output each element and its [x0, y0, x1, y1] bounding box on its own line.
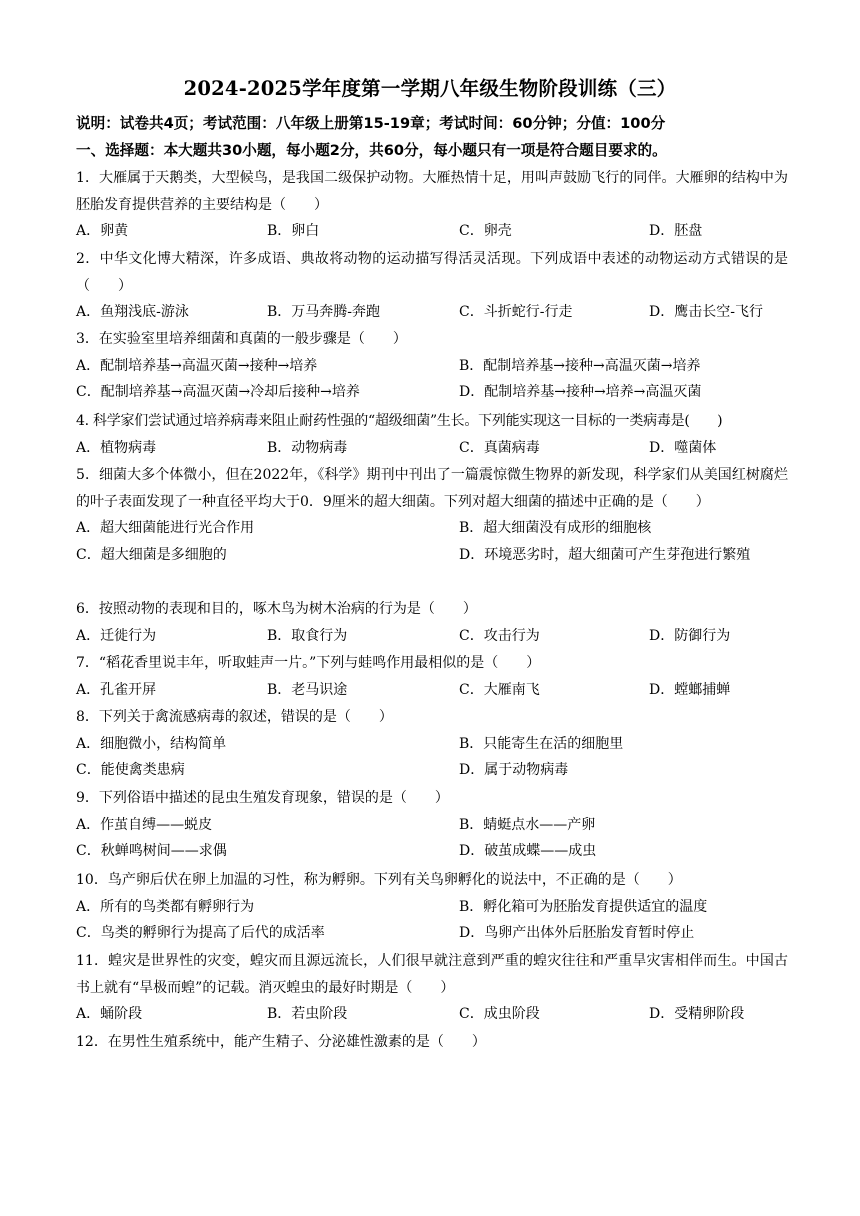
question-12	[76, 1029, 788, 1056]
option-d[interactable]: D．鹰击长空-飞行	[649, 304, 763, 320]
option-d[interactable]: D．胚盘	[649, 223, 703, 239]
question-3	[76, 326, 788, 406]
option-b[interactable]: B．配制培养基→接种→高温灭菌→培养	[459, 357, 701, 374]
option-b[interactable]: B．超大细菌没有成形的细胞核	[459, 520, 652, 536]
option-c[interactable]: C．真菌病毒	[459, 439, 540, 456]
question-9	[76, 785, 788, 865]
question-5	[76, 462, 788, 568]
option-a[interactable]: A．植物病毒	[76, 439, 157, 456]
option-b[interactable]: B．卵白	[267, 223, 320, 239]
question-stem: 12．在男性生殖系统中，能产生精子、分泌雄性激素的是（ ）	[76, 1034, 486, 1050]
option-a[interactable]: A．迁徙行为	[76, 627, 157, 644]
option-a[interactable]: A．鱼翔浅底-游泳	[76, 304, 189, 320]
option-b[interactable]: B．若虫阶段	[267, 1006, 348, 1022]
option-a[interactable]: A．孔雀开屏	[76, 681, 157, 698]
question-stem: 5．细菌大多个体微小，但在2022年，《科学》期刊中刊出了一篇震惊微生物界的新发现，科学家们从美国红树腐烂的叶子表面发现了一种直径平均大于0．9厘米的超大细菌。下列对超大细菌的描述中正确的是（ ）	[76, 467, 788, 510]
option-b[interactable]: B．蜻蜓点水——产卵	[459, 816, 596, 833]
section-heading: 一、选择题：本大题共30小题，每小题2分，共60分，每小题只有一项是符合题目要求的。	[76, 142, 667, 159]
question-stem: 6．按照动物的表现和目的，啄木鸟为树木治病的行为是（ ）	[76, 601, 477, 617]
question-2	[76, 246, 788, 326]
option-a[interactable]: A．超大细菌能进行光合作用	[76, 520, 255, 536]
question-4	[76, 408, 788, 461]
exam-instructions: 说明：试卷共4页；考试范围：八年级上册第15-19章；考试时间：60分钟；分值：100分	[76, 115, 666, 132]
question-stem: 10．鸟产卵后伏在卵上加温的习性，称为孵卵。下列有关鸟卵孵化的说法中，不正确的是（ ）	[76, 872, 682, 888]
option-a[interactable]: A．作茧自缚——蜕皮	[76, 816, 213, 833]
question-6	[76, 596, 788, 649]
option-b[interactable]: B．老马识途	[267, 681, 348, 698]
option-c[interactable]: C．斗折蛇行-行走	[459, 304, 573, 320]
option-d[interactable]: D．防御行为	[649, 627, 731, 644]
question-10	[76, 867, 788, 947]
option-c[interactable]: C．鸟类的孵卵行为提高了后代的成活率	[76, 925, 325, 941]
option-c[interactable]: C．秋蝉鸣树间——求偶	[76, 843, 227, 859]
option-c[interactable]: C．攻击行为	[459, 627, 540, 644]
option-c[interactable]: C．卵壳	[459, 223, 512, 239]
option-c[interactable]: C．能使禽类患病	[76, 762, 185, 778]
question-stem: 9．下列俗语中描述的昆虫生殖发育现象，错误的是（ ）	[76, 790, 449, 806]
option-c[interactable]: C．大雁南飞	[459, 681, 540, 698]
option-a[interactable]: A．细胞微小，结构简单	[76, 735, 227, 752]
option-d[interactable]: D．噬菌体	[649, 439, 717, 456]
option-b[interactable]: B．取食行为	[267, 627, 348, 644]
question-11	[76, 948, 788, 1028]
option-b[interactable]: B．动物病毒	[267, 439, 348, 456]
question-stem: 4. 科学家们尝试通过培养病毒来阻止耐药性强的“超级细菌”生长。下列能实现这一目标的一类病毒是( )	[76, 413, 723, 429]
option-a[interactable]: A．卵黄	[76, 223, 129, 239]
option-d[interactable]: D．配制培养基→接种→培养→高温灭菌	[459, 384, 702, 400]
question-stem: 3．在实验室里培养细菌和真菌的一般步骤是（ ）	[76, 331, 407, 347]
question-stem: 2．中华文化博大精深，许多成语、典故将动物的运动描写得活灵活现。下列成语中表述的动物运动方式错误的是（ ）	[76, 251, 788, 294]
option-a[interactable]: A．配制培养基→高温灭菌→接种→培养	[76, 357, 318, 374]
question-7	[76, 650, 788, 703]
option-d[interactable]: D．受精卵阶段	[649, 1006, 745, 1022]
option-c[interactable]: C．成虫阶段	[459, 1006, 540, 1022]
question-1	[76, 165, 788, 245]
page-title: 2024-2025学年度第一学期八年级生物阶段训练（三）	[183, 77, 677, 100]
question-stem: 11．蝗灾是世界性的灾变，蝗灾而且源远流长，人们很早就注意到严重的蝗灾往往和严重旱灾害相伴而生。中国古书上就有“旱极而蝗”的记载。消灭蝗虫的最好时期是（ ）	[76, 953, 788, 996]
option-d[interactable]: D．属于动物病毒	[459, 762, 569, 778]
option-c[interactable]: C．超大细菌是多细胞的	[76, 546, 227, 563]
option-a[interactable]: A．所有的鸟类都有孵卵行为	[76, 898, 255, 915]
option-d[interactable]: D．螳螂捕蝉	[649, 681, 731, 698]
option-a[interactable]: A．蛹阶段	[76, 1006, 143, 1022]
question-stem: 8．下列关于禽流感病毒的叙述，错误的是（ ）	[76, 709, 393, 725]
question-stem: 7．“稻花香里说丰年，听取蛙声一片。”下列与蛙鸣作用最相似的是（ ）	[76, 655, 541, 671]
option-d[interactable]: D．破茧成蝶——成虫	[459, 843, 597, 859]
option-d[interactable]: D．鸟卵产出体外后胚胎发育暂时停止	[459, 925, 695, 941]
option-c[interactable]: C．配制培养基→高温灭菌→冷却后接种→培养	[76, 384, 360, 400]
option-b[interactable]: B．孵化箱可为胚胎发育提供适宜的温度	[459, 898, 708, 915]
option-b[interactable]: B．只能寄生在活的细胞里	[459, 735, 624, 752]
option-d[interactable]: D．环境恶劣时，超大细菌可产生芽孢进行繁殖	[459, 546, 751, 563]
question-8	[76, 704, 788, 784]
question-stem: 1．大雁属于天鹅类，大型候鸟，是我国二级保护动物。大雁热情十足，用叫声鼓励飞行的同伴。大雁卵的结构中为胚胎发育提供营养的主要结构是（ ）	[76, 170, 788, 213]
option-b[interactable]: B．万马奔腾-奔跑	[267, 304, 381, 320]
